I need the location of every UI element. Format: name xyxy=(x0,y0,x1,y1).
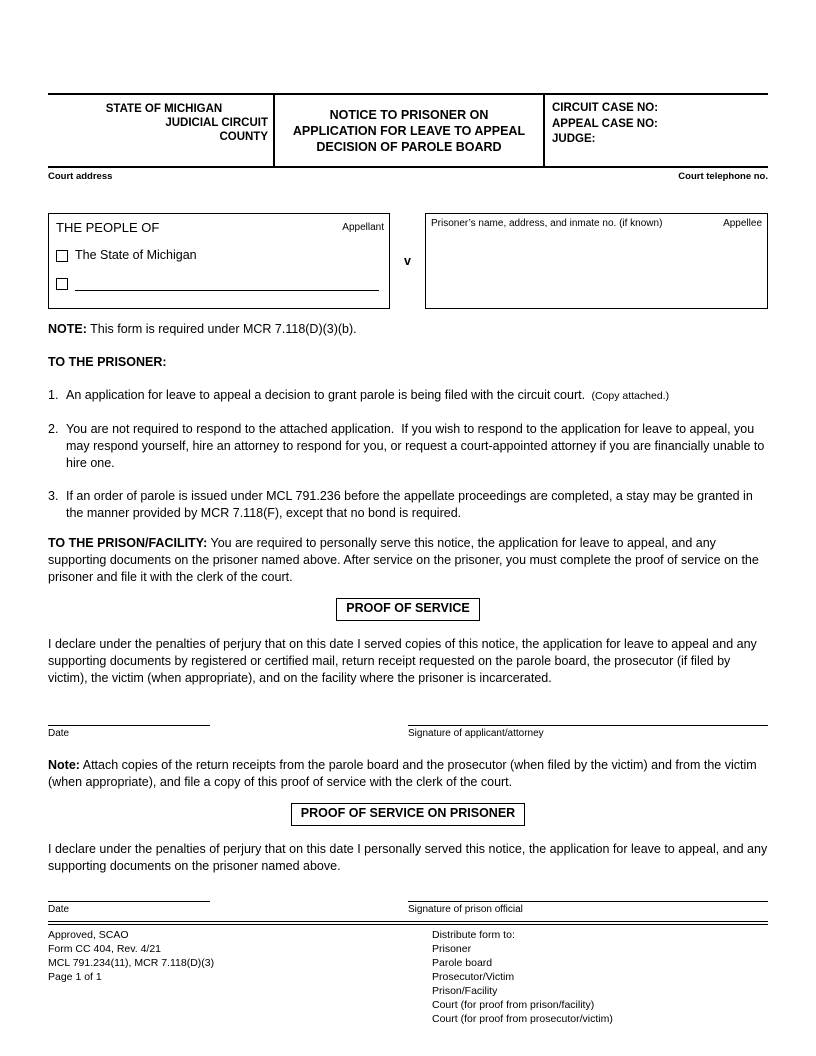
prison-official-signature-field[interactable]: Signature of prison official xyxy=(408,901,768,916)
county-label: COUNTY xyxy=(219,131,268,143)
case-number-cell xyxy=(545,95,768,166)
other-appellant-fill-line[interactable] xyxy=(75,277,379,291)
applicant-signature-row xyxy=(48,725,768,740)
parties-section xyxy=(48,213,768,309)
court-name-cell xyxy=(48,95,273,166)
state-of-michigan-option-label: The State of Michigan xyxy=(75,248,197,262)
state-of-michigan-checkbox[interactable] xyxy=(56,250,68,262)
appellee-box[interactable] xyxy=(425,213,768,309)
circuit-case-no-label[interactable]: CIRCUIT CASE NO: xyxy=(552,102,659,114)
item-number: 1. xyxy=(48,388,59,402)
state-of-michigan-label: STATE OF MICHIGAN xyxy=(105,103,223,115)
statute-reference-line: MCL 791.234(11), MCR 7.118(D)(3) xyxy=(48,957,215,969)
to-prison-facility-text: You are required to personally serve this notice, the application for leave to appeal, and any supporting documents on the prisoner named above. After service on the prisoner, you must complete the proof of service on the prisoner and file it with the clerk of the court. xyxy=(48,536,759,584)
court-address-label: Court address xyxy=(48,171,113,182)
item-text: If an order of parole is issued under MCL 791.236 before the appellate proceedings are completed, a stay may be granted in the manner provided by MCR 7.118(F), except that no bond is required. xyxy=(66,489,753,520)
appellee-caption: Prisoner’s name, address, and inmate no. (if known) xyxy=(431,218,663,229)
other-appellant-option[interactable] xyxy=(56,277,382,291)
prisoner-item-3 xyxy=(48,488,768,522)
form-number-line: Form CC 404, Rev. 4/21 xyxy=(48,943,162,955)
item-text: You are not required to respond to the attached application. If you wish to respond to the application for leave to appeal, you may respond yourself, hire an attorney to respond for you, or request a court-appointed attorney if you are financially unable to hire one. xyxy=(66,422,765,470)
form-footer xyxy=(48,925,768,1026)
proof-on-prisoner-heading-wrap xyxy=(48,803,768,826)
distribution-list xyxy=(432,928,768,1026)
to-prison-facility-paragraph xyxy=(48,535,768,586)
approved-scao-line: Approved, SCAO xyxy=(48,929,129,941)
prison-official-date-field[interactable]: Date xyxy=(48,901,210,916)
return-receipts-note-label: Note: xyxy=(48,758,80,772)
court-contact-row xyxy=(48,168,768,182)
item-number: 3. xyxy=(48,489,59,503)
prisoner-item-2 xyxy=(48,421,768,472)
prison-official-signature-row xyxy=(48,901,768,916)
form-identification xyxy=(48,928,432,1026)
return-receipts-note xyxy=(48,757,768,791)
distribution-item: Parole board xyxy=(432,957,493,969)
prisoner-item-1 xyxy=(48,387,768,405)
form-title-line: APPLICATION FOR LEAVE TO APPEAL xyxy=(292,123,526,138)
copy-attached-note: (Copy attached.) xyxy=(588,390,670,402)
appellant-box xyxy=(48,213,390,309)
applicant-date-field[interactable]: Date xyxy=(48,725,210,740)
appellant-role-label: Appellant xyxy=(342,222,384,233)
item-number: 2. xyxy=(48,422,59,436)
distribute-heading: Distribute form to: xyxy=(432,929,515,941)
judge-label[interactable]: JUDGE: xyxy=(552,133,596,145)
proof-on-prisoner-heading: PROOF OF SERVICE ON PRISONER xyxy=(291,803,525,826)
state-of-michigan-option[interactable] xyxy=(56,247,197,264)
applicant-signature-field[interactable]: Signature of applicant/attorney xyxy=(408,725,768,740)
versus-label: v xyxy=(404,253,411,268)
form-title xyxy=(273,95,545,166)
judicial-circuit-label: JUDICIAL CIRCUIT xyxy=(165,117,268,129)
distribution-item: Court (for proof from prosecutor/victim) xyxy=(432,1013,613,1025)
appellee-role-label: Appellee xyxy=(723,218,762,229)
proof-of-service-heading-wrap xyxy=(48,598,768,621)
return-receipts-note-text: Attach copies of the return receipts from the parole board and the prosecutor (when filed by the victim) and from the victim (when appropriate), and file a copy of this proof of service with the clerk of the court. xyxy=(48,758,757,789)
appellant-title: THE PEOPLE OF xyxy=(56,220,160,235)
proof-of-service-heading: PROOF OF SERVICE xyxy=(336,598,479,621)
required-note-text: This form is required under MCR 7.118(D)(3)(b). xyxy=(86,322,357,336)
required-note xyxy=(48,321,768,338)
court-telephone-label: Court telephone no. xyxy=(678,171,768,182)
appeal-case-no-label[interactable]: APPEAL CASE NO: xyxy=(552,117,658,130)
page-number-line: Page 1 of 1 xyxy=(48,971,102,983)
distribution-item: Prisoner xyxy=(432,943,472,955)
distribution-item: Prosecutor/Victim xyxy=(432,971,515,983)
proof-of-service-declaration: I declare under the penalties of perjury that on this date I served copies of this notice, the application for leave to appeal and any supporting documents by registered or certified mail, return receipt requested on the parole board, the prosecutor (if filed by victim), the victim (when appropriate), and on the facility where the prisoner is incarcerated. xyxy=(48,637,757,685)
other-appellant-checkbox[interactable] xyxy=(56,278,68,290)
proof-on-prisoner-declaration: I declare under the penalties of perjury that on this date I personally served this notice, the application for leave to appeal, and any supporting documents on the prisoner named above. xyxy=(48,842,768,873)
item-text: An application for leave to appeal a decision to grant parole is being filed with the circuit court. xyxy=(66,388,589,402)
to-the-prisoner-heading: TO THE PRISONER: xyxy=(48,355,167,369)
form-title-line: DECISION OF PAROLE BOARD xyxy=(316,139,502,154)
required-note-label: NOTE: xyxy=(48,322,87,336)
form-title-line: NOTICE TO PRISONER ON xyxy=(329,107,489,122)
form-caption-header xyxy=(48,93,768,168)
distribution-item: Prison/Facility xyxy=(432,985,498,997)
to-prison-facility-label: TO THE PRISON/FACILITY: xyxy=(48,536,208,550)
distribution-item: Court (for proof from prison/facility) xyxy=(432,999,595,1011)
